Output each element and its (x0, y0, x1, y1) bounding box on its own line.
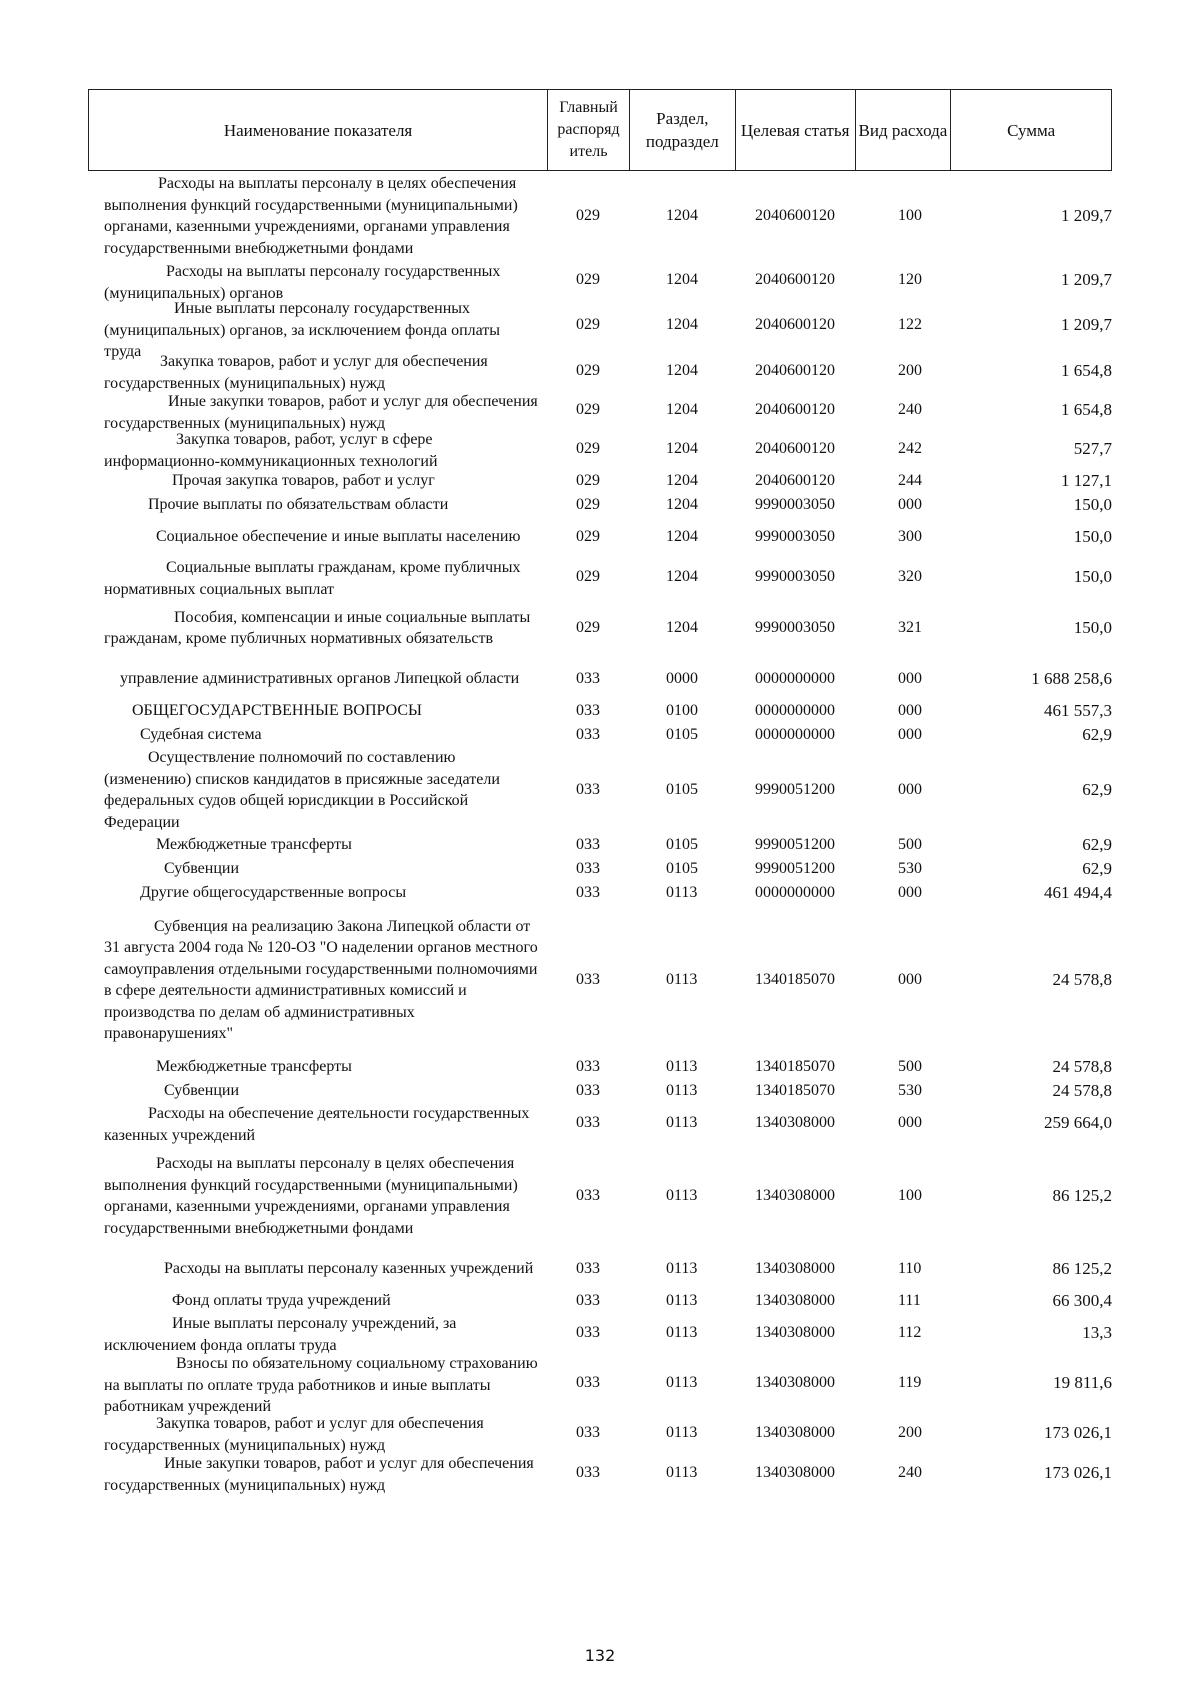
row-target: 1340308000 (755, 1424, 835, 1441)
row-name: Иные выплаты персоналу учреждений, за исключением фонда оплаты труда (104, 1315, 457, 1354)
table-row (0, 493, 1200, 517)
row-admin: 033 (576, 1292, 600, 1309)
row-section: 0113 (666, 1058, 698, 1075)
row-target: 1340308000 (755, 1187, 835, 1204)
row-admin: 033 (576, 702, 600, 719)
row-section: 0113 (666, 1187, 698, 1204)
row-admin: 029 (576, 207, 600, 224)
row-type: 100 (898, 1187, 922, 1204)
row-target: 1340308000 (755, 1324, 835, 1341)
row-section: 0113 (666, 1114, 698, 1131)
row-target: 2040600120 (755, 270, 835, 288)
row-sum: 24 578,8 (1052, 970, 1112, 989)
row-name: Закупка товаров, работ, услуг в сфере информационно-коммуникационных технологий (104, 431, 438, 470)
row-section: 1204 (666, 207, 698, 224)
row-sum: 173 026,1 (1044, 1423, 1112, 1442)
row-target: 9990051200 (755, 860, 835, 877)
row-target: 0000000000 (755, 726, 835, 743)
row-type: 122 (898, 315, 922, 333)
table-row (0, 517, 1200, 557)
page-number: 132 (584, 1646, 616, 1665)
row-admin: 033 (576, 1058, 600, 1075)
row-type: 200 (898, 362, 922, 379)
row-target: 1340308000 (755, 1260, 835, 1277)
row-name: Расходы на выплаты персоналу казенных учреждений (164, 1260, 534, 1277)
table-row (0, 1289, 1200, 1313)
row-sum: 62,9 (1082, 859, 1112, 878)
row-sum: 1 127,1 (1061, 471, 1112, 490)
row-target: 0000000000 (755, 884, 835, 901)
row-target: 9990003050 (755, 496, 835, 513)
row-section: 0105 (666, 860, 698, 877)
row-section: 1204 (666, 568, 698, 585)
row-section: 0105 (666, 781, 698, 798)
row-sum: 259 664,0 (1044, 1113, 1112, 1132)
row-section: 1204 (666, 270, 698, 288)
row-section: 0113 (666, 1260, 698, 1277)
row-admin: 029 (576, 568, 600, 585)
table-row (0, 1055, 1200, 1079)
table-row (0, 1103, 1200, 1143)
row-type: 240 (898, 1464, 922, 1481)
row-name: Социальные выплаты гражданам, кроме публичных нормативных социальных выплат (104, 559, 521, 598)
row-sum: 150,0 (1073, 527, 1112, 546)
row-type: 000 (898, 670, 922, 687)
header-sum: Сумма (950, 90, 1111, 170)
row-admin: 033 (576, 1260, 600, 1277)
row-type: 000 (898, 726, 922, 743)
row-type: 000 (898, 971, 922, 988)
row-sum: 24 578,8 (1052, 1057, 1112, 1076)
row-name: Межбюджетные трансферты (156, 836, 352, 853)
row-name: Расходы на выплаты персоналу государственных (муниципальных) органов (104, 263, 501, 302)
row-sum: 66 300,4 (1052, 1291, 1112, 1310)
row-name: Другие общегосударственные вопросы (140, 884, 407, 901)
row-type: 000 (898, 884, 922, 901)
row-sum: 62,9 (1082, 780, 1112, 799)
row-type: 100 (898, 207, 922, 224)
table-row (0, 905, 1200, 1055)
row-target: 9990003050 (755, 528, 835, 545)
row-name: Субвенции (164, 1082, 240, 1099)
header-target: Целевая статья (735, 90, 855, 170)
table-row (0, 1249, 1200, 1289)
row-section: 0105 (666, 836, 698, 853)
row-sum: 461 557,3 (1044, 701, 1112, 720)
row-type: 244 (898, 472, 922, 489)
row-type: 530 (898, 1082, 922, 1099)
row-section: 1204 (666, 315, 698, 333)
row-name: Закупка товаров, работ и услуг для обеспечения государственных (муниципальных) нужд (104, 353, 488, 392)
row-sum: 173 026,1 (1044, 1463, 1112, 1482)
row-admin: 033 (576, 1464, 600, 1481)
row-sum: 62,9 (1082, 835, 1112, 854)
table-row (0, 171, 1200, 261)
row-sum: 19 811,6 (1053, 1373, 1112, 1392)
row-name: Прочая закупка товаров, работ и услуг (172, 472, 435, 489)
row-target: 1340308000 (755, 1292, 835, 1309)
row-target: 9990051200 (755, 836, 835, 853)
row-type: 000 (898, 781, 922, 798)
row-type: 112 (898, 1324, 922, 1341)
row-name: Взносы по обязательному социальному страхованию на выплаты по оплате труда работников и иные выплаты работникам учреждений (104, 1355, 538, 1415)
row-section: 0113 (666, 1464, 698, 1481)
row-sum: 1 209,7 (1061, 206, 1112, 225)
row-target: 0000000000 (755, 702, 835, 719)
row-name: Межбюджетные трансферты (156, 1058, 352, 1075)
row-name: Фонд оплаты труда учреждений (172, 1292, 391, 1309)
header-type: Вид расхода (855, 90, 951, 170)
table-row (0, 723, 1200, 747)
row-sum: 1 209,7 (1061, 269, 1112, 289)
row-sum: 150,0 (1073, 618, 1112, 637)
row-admin: 033 (576, 971, 600, 988)
row-name: ОБЩЕГОСУДАРСТВЕННЫЕ ВОПРОСЫ (132, 702, 422, 719)
row-target: 2040600120 (755, 440, 835, 457)
row-admin: 033 (576, 726, 600, 743)
row-sum: 150,0 (1073, 495, 1112, 514)
table-row (0, 1079, 1200, 1103)
row-sum: 461 494,4 (1044, 883, 1112, 902)
row-type: 300 (898, 528, 922, 545)
row-target: 9990051200 (755, 781, 835, 798)
row-admin: 029 (576, 496, 600, 513)
table-row (0, 699, 1200, 723)
header-section: Раздел, подраздел (629, 90, 735, 170)
row-sum: 1 688 258,6 (1031, 669, 1112, 688)
table-row (0, 1413, 1200, 1453)
row-target: 1340308000 (755, 1114, 835, 1131)
row-admin: 029 (576, 619, 600, 636)
row-admin: 033 (576, 860, 600, 877)
row-admin: 029 (576, 270, 600, 288)
row-sum: 527,7 (1073, 439, 1112, 458)
row-target: 0000000000 (755, 670, 835, 687)
row-sum: 62,9 (1082, 725, 1112, 744)
row-type: 500 (898, 836, 922, 853)
table-row (0, 1143, 1200, 1249)
row-name: Иные закупки товаров, работ и услуг для обеспечения государственных (муниципальных) нужд (104, 393, 538, 432)
row-target: 2040600120 (755, 315, 835, 333)
row-admin: 033 (576, 670, 600, 687)
row-admin: 033 (576, 1424, 600, 1441)
row-type: 240 (898, 401, 922, 418)
table-row (0, 833, 1200, 857)
row-admin: 029 (576, 401, 600, 418)
row-name: Осуществление полномочий по составлению (изменению) списков кандидатов в присяжные заседатели федеральных судов общей юрисдикции в Российской Федерации (104, 749, 500, 831)
row-name: Пособия, компенсации и иные социальные выплаты гражданам, кроме публичных нормативных обязательств (104, 608, 531, 647)
row-target: 2040600120 (755, 472, 835, 489)
table-header (88, 89, 1112, 171)
table-row (0, 261, 1200, 302)
row-section: 0113 (666, 1292, 698, 1309)
row-admin: 033 (576, 781, 600, 798)
row-section: 1204 (666, 401, 698, 418)
row-sum: 24 578,8 (1052, 1081, 1112, 1100)
row-sum: 1 209,7 (1061, 314, 1112, 334)
row-type: 110 (898, 1260, 922, 1277)
row-type: 119 (898, 1374, 922, 1391)
row-name: Судебная система (140, 726, 262, 743)
table-row (0, 1313, 1200, 1353)
header-name: Наименование показателя (223, 120, 413, 140)
row-sum: 1 654,8 (1061, 400, 1112, 419)
row-section: 1204 (666, 362, 698, 379)
row-sum: 1 654,8 (1061, 361, 1112, 380)
row-section: 0113 (666, 1324, 698, 1341)
row-admin: 029 (576, 362, 600, 379)
row-type: 000 (898, 496, 922, 513)
row-section: 0100 (666, 702, 698, 719)
row-target: 9990003050 (755, 568, 835, 585)
row-section: 0113 (666, 884, 698, 901)
row-admin: 033 (576, 836, 600, 853)
row-admin: 029 (576, 472, 600, 489)
table-row (0, 857, 1200, 881)
row-admin: 033 (576, 1082, 600, 1099)
row-type: 530 (898, 860, 922, 877)
row-type: 000 (898, 702, 922, 719)
row-section: 0113 (666, 1082, 698, 1099)
row-name: Иные закупки товаров, работ и услуг для обеспечения государственных (муниципальных) нужд (104, 1455, 534, 1494)
row-admin: 033 (576, 1374, 600, 1391)
row-admin: 033 (576, 1324, 600, 1341)
row-section: 1204 (666, 472, 698, 489)
row-type: 500 (898, 1058, 922, 1075)
row-name: Расходы на выплаты персоналу в целях обеспечения выполнения функций государственными (муниципальными) органами, казенными учреждениями, органами управления государственными внебюджетными фондами (104, 175, 518, 257)
row-target: 2040600120 (755, 401, 835, 418)
row-type: 321 (898, 619, 922, 636)
row-name: Иные выплаты персоналу государственных (муниципальных) органов, за исключением фонда оплаты труда (104, 300, 501, 360)
row-sum: 86 125,2 (1052, 1186, 1112, 1205)
row-section: 1204 (666, 440, 698, 457)
row-type: 120 (898, 270, 922, 288)
row-target: 1340308000 (755, 1464, 835, 1481)
row-sum: 150,0 (1073, 567, 1112, 586)
row-name: Субвенции (164, 860, 240, 877)
row-type: 320 (898, 568, 922, 585)
table-row (0, 1453, 1200, 1493)
table-row (0, 881, 1200, 905)
table-row (0, 597, 1200, 659)
row-target: 2040600120 (755, 362, 835, 379)
row-name: Прочие выплаты по обязательствам области (148, 496, 449, 513)
row-name: Субвенция на реализацию Закона Липецкой области от 31 августа 2004 года № 120-ОЗ "О наделении органов местного самоуправления отдельными государственными полномочиями в сфере деятельности административных комиссий и производства по делам об административных правонарушениях" (104, 917, 538, 1042)
row-name: Расходы на обеспечение деятельности государственных казенных учреждений (104, 1105, 530, 1144)
table-row (0, 469, 1200, 493)
row-admin: 029 (576, 315, 600, 333)
row-type: 111 (898, 1292, 921, 1309)
row-section: 1204 (666, 496, 698, 513)
row-section: 0000 (666, 670, 698, 687)
row-target: 1340185070 (755, 1082, 835, 1099)
row-admin: 029 (576, 440, 600, 457)
row-target: 1340308000 (755, 1374, 835, 1391)
row-type: 242 (898, 440, 922, 457)
row-admin: 033 (576, 1187, 600, 1204)
table-row (0, 391, 1200, 432)
row-target: 9990003050 (755, 619, 835, 636)
row-section: 0113 (666, 971, 698, 988)
table-row (0, 351, 1200, 391)
row-target: 1340185070 (755, 971, 835, 988)
row-target: 2040600120 (755, 207, 835, 224)
row-sum: 13,3 (1082, 1323, 1112, 1342)
table-row (0, 1353, 1200, 1413)
row-name: Социальное обеспечение и иные выплаты населению (156, 528, 521, 545)
row-type: 000 (898, 1114, 922, 1131)
row-name: Расходы на выплаты персоналу в целях обеспечения выполнения функций государственными (муниципальными) органами, казенными учреждениями, органами управления государственными внебюджетными фондами (104, 1155, 518, 1237)
row-section: 0105 (666, 726, 698, 743)
table-row (0, 747, 1200, 833)
row-section: 0113 (666, 1374, 698, 1391)
row-name: Закупка товаров, работ и услуг для обеспечения государственных (муниципальных) нужд (104, 1415, 484, 1454)
row-admin: 029 (576, 528, 600, 545)
table-row (0, 659, 1200, 699)
row-target: 1340185070 (755, 1058, 835, 1075)
row-type: 200 (898, 1424, 922, 1441)
header-admin: Главный распоряд итель (547, 90, 629, 170)
row-section: 0113 (666, 1424, 698, 1441)
table-row (0, 298, 1200, 360)
row-sum: 86 125,2 (1052, 1259, 1112, 1278)
row-name: управление административных органов Липецкой области (120, 670, 520, 687)
row-admin: 033 (576, 1114, 600, 1131)
row-section: 1204 (666, 528, 698, 545)
table-row (0, 557, 1200, 597)
row-section: 1204 (666, 619, 698, 636)
row-admin: 033 (576, 884, 600, 901)
table-row (0, 429, 1200, 469)
